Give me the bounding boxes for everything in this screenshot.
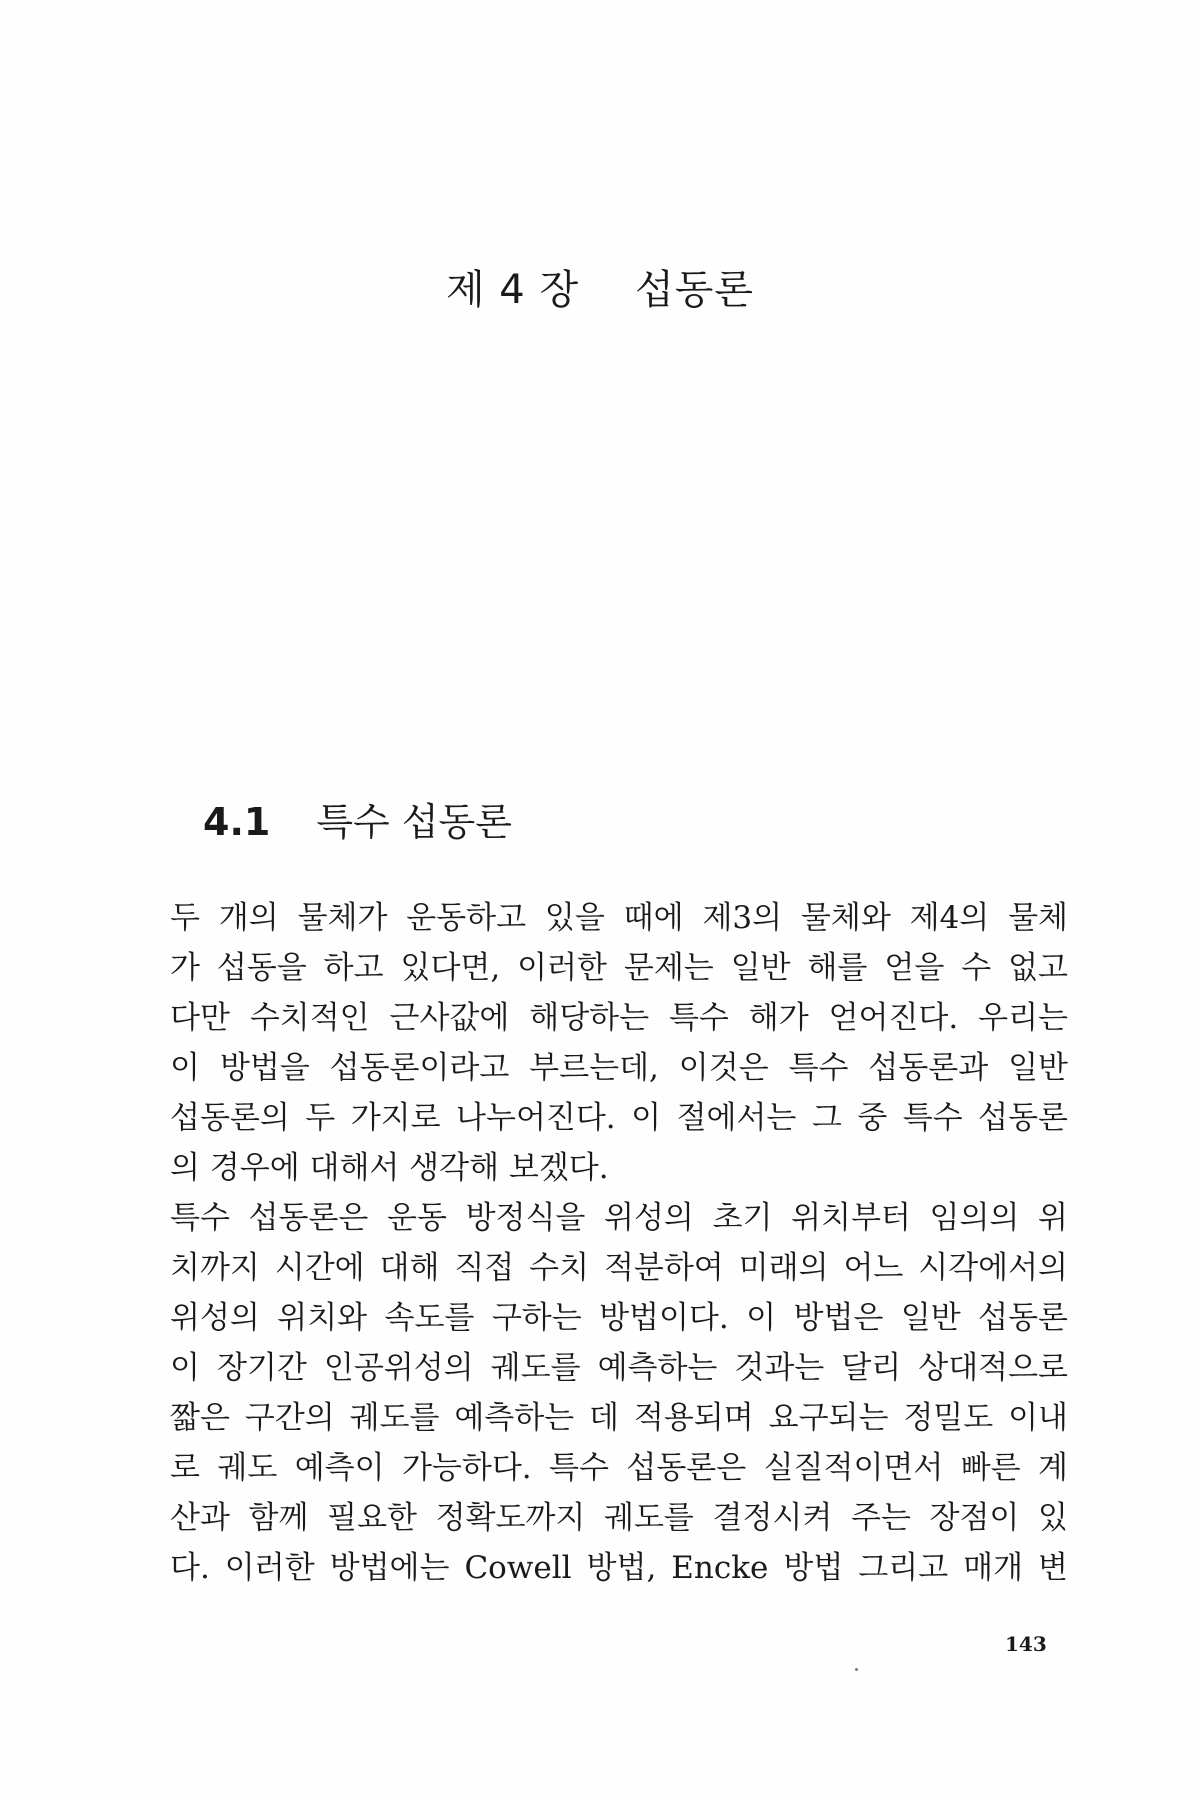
text-line: 산과 함께 필요한 정확도까지 궤도를 결정시켜 주는 장점이 있: [170, 1500, 1068, 1536]
text-line: 위성의 위치와 속도를 구하는 방법이다. 이 방법은 일반 섭동론: [170, 1300, 1068, 1336]
text-line: 섭동론의 두 가지로 나누어진다. 이 절에서는 그 중 특수 섭동론: [170, 1100, 1068, 1136]
text-line: 이 장기간 인공위성의 궤도를 예측하는 것과는 달리 상대적으로: [170, 1350, 1068, 1386]
text-line: 다. 이러한 방법에는 Cowell 방법, Encke 방법 그리고 매개 변: [170, 1550, 1068, 1586]
text-line: 특수 섭동론은 운동 방정식을 위성의 초기 위치부터 임의의 위: [170, 1200, 1068, 1236]
text-line: 이 방법을 섭동론이라고 부르는데, 이것은 특수 섭동론과 일반: [170, 1050, 1068, 1086]
text-line: 치까지 시간에 대해 직접 수치 적분하여 미래의 어느 시각에서의: [170, 1250, 1068, 1286]
page-number: 143: [1005, 1632, 1047, 1656]
text-line: 의 경우에 대해서 생각해 보겠다.: [170, 1150, 609, 1186]
paragraph-1: [170, 893, 1068, 1193]
paragraph-2: [170, 1193, 1068, 1593]
text-line: 두 개의 물체가 운동하고 있을 때에 제3의 물체와 제4의 물체: [170, 900, 1068, 936]
chapter-number: 제 4 장: [445, 267, 580, 313]
text-line: 다만 수치적인 근사값에 해당하는 특수 해가 얻어진다. 우리는: [170, 1000, 1068, 1036]
text-line: 가 섭동을 하고 있다면, 이러한 문제는 일반 해를 얻을 수 없고: [170, 950, 1068, 986]
section-title-text: 특수 섭동론: [316, 800, 512, 844]
text-line: 로 궤도 예측이 가능하다. 특수 섭동론은 실질적이면서 빠른 계: [170, 1450, 1068, 1486]
scan-speck: [855, 1668, 858, 1671]
chapter-heading: [0, 258, 1200, 315]
section-number: 4.1: [203, 800, 271, 844]
section-heading: [203, 791, 512, 846]
body-text: [170, 893, 1068, 1593]
text-line: 짧은 구간의 궤도를 예측하는 데 적용되며 요구되는 정밀도 이내: [170, 1400, 1068, 1436]
chapter-title-text: 섭동론: [635, 267, 755, 313]
